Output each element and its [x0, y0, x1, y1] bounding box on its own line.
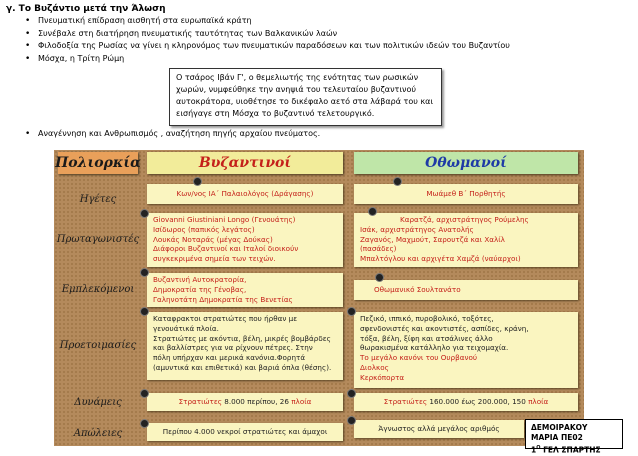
card-line: (πασάδες)	[360, 244, 397, 254]
row-label-leaders: Ηγέτες	[79, 193, 117, 205]
card-line: Ισάκ, αρχιστράτηγος Ανατολής	[360, 224, 474, 234]
header-byzantines: Βυζαντινοί	[147, 152, 343, 174]
section-heading: γ. Το Βυζάντιο μετά την Άλωση	[6, 4, 166, 14]
byz-losses-card: Περίπου 4.000 νεκροί στρατιώτες και άμαχοι	[147, 423, 343, 441]
byz-protagonists-card	[147, 213, 343, 267]
card-line: (αμυντικά και επιθετικά) και βαριά όπλα (θέσης).	[153, 362, 332, 372]
pushpin-icon	[141, 269, 148, 276]
card-line: Ισίδωρος (παπικός λεγάτος)	[153, 224, 255, 234]
pushpin-icon	[141, 420, 148, 427]
card-line: Διάφοροι Βυζαντινοί και Ιταλοί διοικούν	[153, 244, 299, 254]
card-line: Βυζαντινή Αυτοκρατορία,	[153, 275, 247, 284]
card-line: πόλη υπήρχαν και μερικά κανόνια.Φορητά	[153, 353, 306, 363]
card-line: Γαληνοτάτη Δημοκρατία της Βενετίας	[153, 294, 293, 304]
bullet-item: • Αναγέννηση και Ανθρωπισμός , αναζήτηση πηγής αρχαίου πνεύματος.	[0, 128, 320, 141]
card-line: Ζαγανός, Μαχμούτ, Σαρουτζά και Χαλίλ	[360, 234, 505, 244]
school-name: ΓΕΛ ΣΠΑΡΤΗΣ	[540, 445, 601, 455]
bottom-bullet-list	[0, 128, 320, 141]
row-label-preparations: Προετοιμασίες	[59, 339, 137, 351]
siege-cork-board	[54, 150, 584, 446]
pushpin-icon	[369, 208, 376, 215]
card-line: Διολκος	[360, 362, 389, 372]
header-siege: Πολιορκία	[58, 152, 138, 174]
row-label-forces: Δυνάμεις	[74, 396, 122, 408]
pushpin-icon	[141, 308, 148, 315]
row-label-protagonists: Πρωταγωνιστές	[56, 233, 140, 245]
ott-involved-card	[354, 280, 578, 300]
card-line: Δημοκρατία της Γένοβας,	[153, 284, 247, 294]
ivan-quote-box: Ο τσάρος Ιβάν Γ', ο θεμελιωτής της ενότητας των ρωσικών χωρών, νυμφεύθηκε την ανηψιά του τελευταίου βυζαντινού αυτοκράτορα, υιοθέτησε το δικέφαλο αετό στα λάβαρά του και εισήγαγε στη Μόσχα το βυζαντινό τελετουργικό.	[169, 68, 442, 126]
card-line: Οθωμανικό Σουλτανάτο	[374, 285, 461, 294]
card-line: τόξα, βέλη, ξίφη και ατσάλινες άλλο	[360, 333, 493, 343]
bullet-item: • Πνευματική επίδραση αισθητή στα ευρωπαϊκά κράτη	[0, 15, 510, 28]
pushpin-icon	[376, 274, 383, 281]
forces-value: 160.000 έως 200.000, 150	[427, 397, 529, 406]
card-line: Λουκάς Νοταράς (μέγας Δούκας)	[153, 234, 273, 244]
school-ordinal: Ο	[536, 445, 541, 451]
pushpin-icon	[348, 390, 355, 397]
bullet-item: • Συνέβαλε στη διατήρηση πνευματικής ταυτότητας των Βαλκανικών λαών	[0, 28, 510, 41]
signature-school	[531, 443, 617, 456]
ott-preparations-card	[354, 312, 578, 388]
author-signature-box	[525, 419, 623, 455]
byz-preparations-card	[147, 312, 343, 380]
forces-value: 8.000 περίπου, 26	[221, 397, 292, 406]
ships-label: πλοία	[528, 397, 549, 406]
forces-label: Στρατιώτες	[383, 397, 428, 406]
card-line: Καρατζά, αρχιστράτηγος Ρούμελης	[400, 215, 529, 224]
pushpin-icon	[194, 178, 201, 185]
ott-protagonists-card	[354, 213, 578, 267]
ott-forces-card	[354, 393, 578, 411]
forces-label: Στρατιώτες	[178, 397, 222, 406]
card-line: θωρακισμένα κατάλληλο για τειχομαχία.	[360, 343, 509, 353]
top-bullet-list	[0, 15, 510, 65]
pushpin-icon	[141, 210, 148, 217]
row-label-losses: Απώλειες	[73, 427, 123, 439]
card-line: γενουάτικά πλοία.	[153, 323, 219, 333]
card-line: Giovanni Giustiniani Longo (Γενουάτης)	[153, 215, 296, 224]
ships-label: πλοία	[291, 397, 312, 406]
byz-forces-card	[147, 393, 343, 411]
bullet-item: • Φιλοδοξία της Ρωσίας να γίνει η κληρονόμος των πνευματικών παραδόσεων και των πολιτικών ιδεών του Βυζαντίου	[0, 40, 510, 53]
card-line: και βαλλίστρες για να ρίχνουν πέτρες. Στην	[153, 343, 313, 353]
card-line: Πεζικό, ιππικό, πυροβολικό, τοξότες,	[360, 314, 494, 323]
header-ottomans: Οθωμανοί	[354, 152, 578, 174]
card-line: συγκεκριμένα σημεία των τειχών.	[153, 254, 276, 264]
byz-leader-card: Κων/νος ΙΑ΄ Παλαιολόγος (Δράγασης)	[147, 184, 343, 204]
pushpin-icon	[394, 178, 401, 185]
card-line: Κερκόπορτα	[360, 372, 405, 382]
school-number: 1	[531, 445, 537, 455]
pushpin-icon	[348, 417, 355, 424]
card-line: Το μεγάλο κανόνι του Ουρβανού	[360, 353, 478, 363]
pushpin-icon	[348, 308, 355, 315]
card-line: Στρατιώτες με ακόντια, βέλη, μικρές βομβάρδες	[153, 333, 331, 343]
ott-leader-card: Μωάμεθ Β΄ Πορθητής	[354, 184, 578, 204]
ott-losses-card: Άγνωστος αλλά μεγάλος αριθμός	[354, 420, 524, 438]
row-label-involved: Εμπλεκόμενοι	[61, 283, 135, 295]
card-line: σφενδονιστές και ακοντιστές, ασπίδες, κράνη,	[360, 323, 529, 333]
byz-involved-card	[147, 273, 343, 307]
signature-name: ΔΕΜΟΙΡΑΚΟΥ ΜΑΡΙΑ ΠΕ02	[531, 423, 588, 442]
pushpin-icon	[141, 390, 148, 397]
bullet-item: • Μόσχα, η Τρίτη Ρώμη	[0, 53, 510, 66]
card-line: Μπαλτόγλου και αρχιγέτα Χαμζά (ναύαρχοι)	[360, 254, 521, 264]
card-line: Καταφρακτοι στρατιώτες που ήρθαν με	[153, 314, 298, 323]
